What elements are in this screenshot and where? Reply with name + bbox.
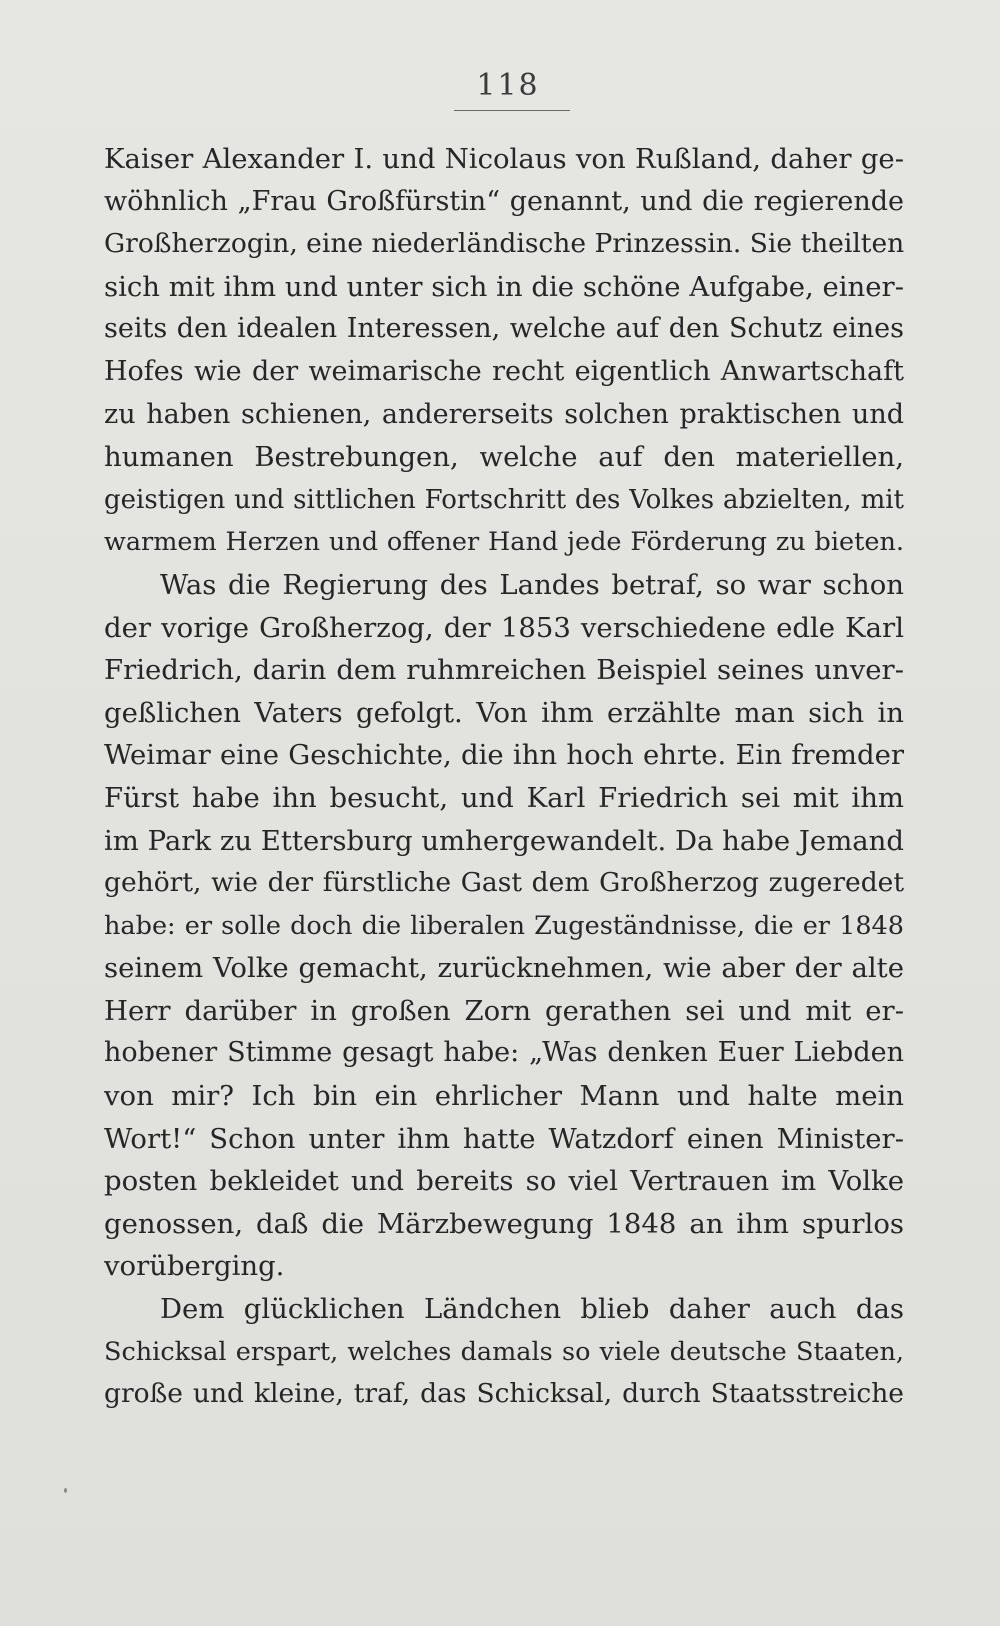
text-line: sich mit ihm und unter sich in die schöne Aufgabe, einer-	[104, 270, 904, 303]
text-line: Kaiser Alexander I. und Nicolaus von Rußland, daher ge-	[104, 143, 904, 175]
text-line: Was die Regierung des Landes betraf, so war schon	[160, 568, 904, 601]
text-line: humanen Bestrebungen, welche auf den materiellen,	[104, 441, 904, 474]
text-line: große und kleine, traf, das Schicksal, durch Staatsstreiche	[104, 1378, 904, 1410]
text-line: der vorige Großherzog, der 1853 verschiedene edle Karl	[104, 611, 904, 644]
text-line: Hofes wie der weimarische recht eigentlich Anwartschaft	[104, 355, 904, 387]
text-line: von mir? Ich bin ein ehrlicher Mann und halte mein	[104, 1080, 904, 1113]
header-rule	[454, 110, 570, 111]
text-line: Schicksal erspart, welches damals so viele deutsche Staaten,	[104, 1336, 904, 1367]
text-line: vorüberging.	[104, 1250, 285, 1283]
text-line: habe: er solle doch die liberalen Zugeständnisse, die er 1848	[104, 910, 904, 941]
text-line: Dem glücklichen Ländchen blieb daher auch das	[160, 1293, 904, 1326]
text-line: zu haben schienen, andererseits solchen praktischen und	[104, 398, 904, 430]
page-number: 118	[476, 68, 540, 103]
text-line: seits den idealen Interessen, welche auf den Schutz eines	[104, 313, 904, 345]
paper-speck	[64, 1488, 67, 1493]
text-line: warmem Herzen und offener Hand jede Förderung zu bieten.	[104, 527, 904, 558]
body-text	[104, 138, 904, 1416]
text-line: geistigen und sittlichen Fortschritt des Volkes abzielten, mit	[104, 484, 904, 515]
text-line: Herr darüber in großen Zorn gerathen sei und mit er-	[104, 994, 904, 1027]
text-line: geßlichen Vaters gefolgt. Von ihm erzählte man sich in	[104, 696, 904, 729]
text-line: Fürst habe ihn besucht, und Karl Friedrich sei mit ihm	[104, 781, 904, 814]
text-line: hobener Stimme gesagt habe: „Was denken Euer Liebden	[104, 1037, 904, 1069]
text-line: Friedrich, darin dem ruhmreichen Beispiel seines unver-	[104, 654, 904, 687]
text-line: wöhnlich „Frau Großfürstin“ genannt, und die regierende	[104, 185, 904, 217]
text-line: seinem Volke gemacht, zurücknehmen, wie aber der alte	[104, 952, 904, 985]
text-line: Großherzogin, eine niederländische Prinzessin. Sie theilten	[104, 228, 904, 260]
text-line: genossen, daß die Märzbewegung 1848 an ihm spurlos	[104, 1207, 904, 1240]
text-line: im Park zu Ettersburg umhergewandelt. Da habe Jemand	[104, 824, 904, 857]
text-line: Weimar eine Geschichte, die ihn hoch ehrte. Ein fremder	[104, 739, 904, 772]
text-line: Wort!“ Schon unter ihm hatte Watzdorf einen Minister-	[104, 1122, 904, 1155]
text-line: gehört, wie der fürstliche Gast dem Großherzog zugeredet	[104, 867, 904, 899]
text-line: posten bekleidet und bereits so viel Vertrauen im Volke	[104, 1165, 904, 1198]
